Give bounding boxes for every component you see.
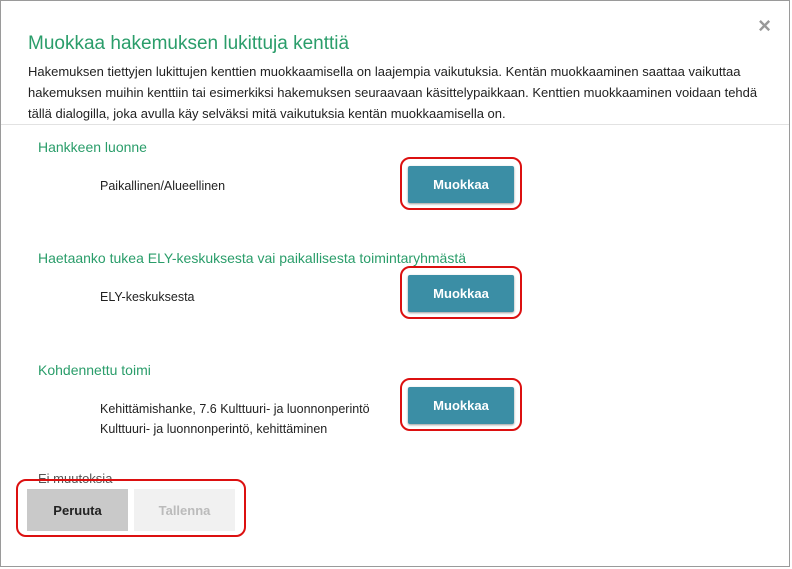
edit-button-kohdennettu-toimi[interactable]: Muokkaa xyxy=(408,387,514,424)
section-title: Haetaanko tukea ELY-keskuksesta vai paikallisesta toimintaryhmästä xyxy=(38,250,466,266)
divider xyxy=(1,124,789,125)
section-value-line: ELY-keskuksesta xyxy=(100,290,195,304)
section-value-line: Kulttuuri- ja luonnonperintö, kehittäminen xyxy=(100,422,328,436)
section-value xyxy=(100,287,195,307)
highlight-box xyxy=(400,378,522,431)
save-button[interactable]: Tallenna xyxy=(134,489,235,531)
section-value xyxy=(100,176,225,196)
dialog-description: Hakemuksen tiettyjen lukittujen kenttien muokkaamisella on laajempia vaikutuksia. Kentän muokkaaminen saattaa vaikuttaa hakemuksen muihin kenttiin tai esimerkiksi hakemuksen seuraavaan käsittelypaikkaan. Kenttien muokkaaminen voidaan tehdä tällä dialogilla, joka avulla käy selväksi mitä vaikutuksia kentän muokkaamisella on. xyxy=(28,64,758,121)
edit-button-tuen-lahde[interactable]: Muokkaa xyxy=(408,275,514,312)
section-value-line: Paikallinen/Alueellinen xyxy=(100,179,226,193)
highlight-box xyxy=(16,479,246,537)
dialog-title: Muokkaa hakemuksen lukittuja kenttiä xyxy=(28,33,350,54)
status-text: Ei muutoksia xyxy=(38,471,113,486)
edit-button-hankkeen-luonne[interactable]: Muokkaa xyxy=(408,166,514,203)
section-title: Kohdennettu toimi xyxy=(38,362,151,378)
close-icon[interactable]: × xyxy=(758,13,771,38)
highlight-box xyxy=(400,266,522,319)
section-value xyxy=(100,399,370,439)
highlight-box xyxy=(400,157,522,210)
cancel-button[interactable]: Peruuta xyxy=(27,489,128,531)
section-value-line: Kehittämishanke, 7.6 Kulttuuri- ja luonnonperintö xyxy=(100,402,370,416)
section-title: Hankkeen luonne xyxy=(38,139,147,155)
